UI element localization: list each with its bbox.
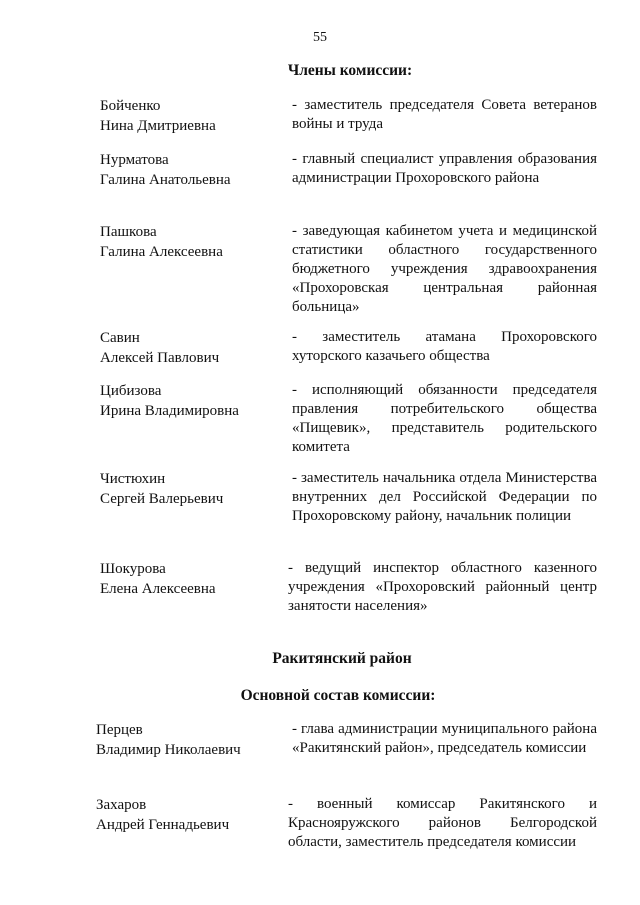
person-name <box>100 150 290 190</box>
surname: Бойченко <box>100 98 161 114</box>
person-role: - заместитель председателя Совета ветеранов войны и труда <box>292 97 597 132</box>
given-name: Андрей Геннадьевич <box>96 817 230 833</box>
given-name: Галина Анатольевна <box>100 172 231 188</box>
person-role: - заведующая кабинетом учета и медицинской статистики областного государственного бюджетного учреждения здравоохранения «Прохоровская центральная районная больница» <box>292 223 597 315</box>
surname: Перцев <box>96 722 143 738</box>
surname: Нурматова <box>100 152 169 168</box>
surname: Шокурова <box>100 561 166 577</box>
person-name <box>100 469 290 509</box>
surname: Захаров <box>96 797 147 813</box>
person-role: - заместитель атамана Прохоровского хуторского казачьего общества <box>292 329 597 364</box>
surname: Пашкова <box>100 224 157 240</box>
person-name <box>100 381 290 421</box>
person-role: - военный комиссар Ракитянского и Краснояружского районов Белгородской области, заместитель председателя комиссии <box>288 796 597 850</box>
person-name <box>96 795 286 835</box>
given-name: Владимир Николаевич <box>96 742 241 758</box>
surname: Чистюхин <box>100 471 166 487</box>
given-name: Галина Алексеевна <box>100 244 223 260</box>
person-role: - заместитель начальника отдела Министерства внутренних дел Российской Федерации по Прохоровскому району, начальник полиции <box>292 470 597 524</box>
surname: Цибизова <box>100 383 162 399</box>
person-name <box>100 96 290 136</box>
person-name <box>100 222 290 262</box>
members-heading: Члены комиссии: <box>287 62 413 79</box>
main-composition-heading: Основной состав комиссии: <box>240 687 436 704</box>
district-heading: Ракитянский район <box>272 650 412 667</box>
given-name: Сергей Валерьевич <box>100 491 224 507</box>
given-name: Алексей Павлович <box>100 350 220 366</box>
surname: Савин <box>100 330 140 346</box>
person-role: - исполняющий обязанности председателя правления потребительского общества «Пищевик», представитель родительского комитета <box>292 382 597 455</box>
page-number: 55 <box>313 30 327 45</box>
person-name <box>100 559 290 599</box>
given-name: Елена Алексеевна <box>100 581 216 597</box>
person-role: - глава администрации муниципального района «Ракитянский район», председатель комиссии <box>292 721 597 756</box>
given-name: Нина Дмитриевна <box>100 118 216 134</box>
person-role: - ведущий инспектор областного казенного учреждения «Прохоровский районный центр занятости населения» <box>288 560 597 614</box>
person-role: - главный специалист управления образования администрации Прохоровского района <box>292 151 597 186</box>
person-name <box>100 328 290 368</box>
person-name <box>96 720 286 760</box>
given-name: Ирина Владимировна <box>100 403 239 419</box>
